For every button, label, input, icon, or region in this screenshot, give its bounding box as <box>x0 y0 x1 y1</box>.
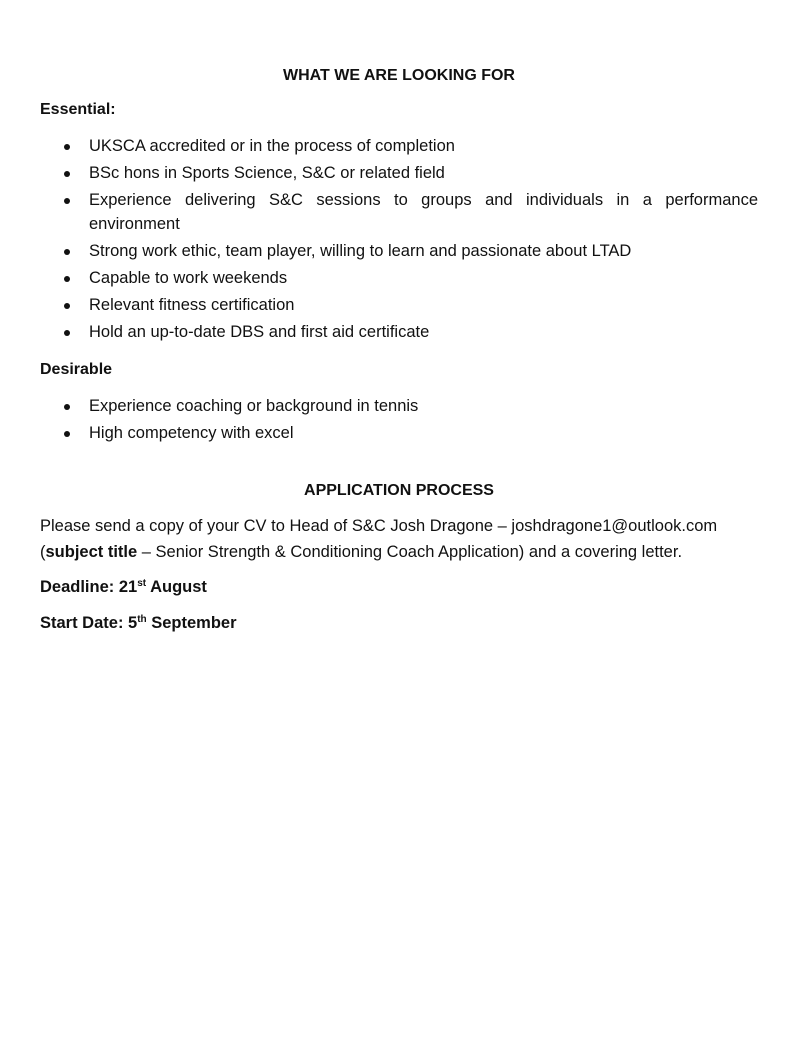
bullet-icon <box>64 431 70 437</box>
deadline <box>40 575 758 599</box>
bullet-icon <box>64 198 70 204</box>
application-instructions <box>40 513 758 565</box>
application-title: APPLICATION PROCESS <box>304 482 494 499</box>
essential-item-text: Hold an up-to-date DBS and first aid certificate <box>89 323 430 341</box>
bullet-icon <box>64 303 70 309</box>
bullet-icon <box>64 171 70 177</box>
start-date-suffix: th <box>137 614 147 625</box>
essential-item-text: UKSCA accredited or in the process of completion <box>89 137 455 155</box>
essential-item <box>40 188 758 236</box>
desirable-heading: Desirable <box>40 361 113 378</box>
essential-item <box>40 134 758 158</box>
desirable-item-text: High competency with excel <box>89 424 294 442</box>
document-page <box>40 64 758 647</box>
deadline-label: Deadline: 21 <box>40 578 138 596</box>
essential-item-text: Experience delivering S&C sessions to groups and individuals in a performance environment <box>89 191 758 233</box>
subject-title-label: subject title <box>45 543 138 561</box>
bullet-icon <box>64 404 70 410</box>
essential-item <box>40 293 758 317</box>
essential-item <box>40 320 758 344</box>
start-date-label: Start Date: 5 <box>40 614 138 632</box>
section-spacer <box>40 459 758 479</box>
bullet-icon <box>64 249 70 255</box>
start-date-month: September <box>146 614 237 632</box>
bullet-icon <box>64 276 70 282</box>
desirable-item <box>40 421 758 445</box>
application-line-1: Please send a copy of your CV to Head of S&C Josh Dragone – joshdragone1@outlook.com <box>40 517 718 535</box>
essential-list <box>40 134 758 344</box>
essential-item-text: Strong work ethic, team player, willing to learn and passionate about LTAD <box>89 242 632 260</box>
essential-item-text: Capable to work weekends <box>89 269 288 287</box>
deadline-suffix: st <box>137 578 147 589</box>
essential-item-text: Relevant fitness certification <box>89 296 295 314</box>
essential-item <box>40 266 758 290</box>
paren-open: ( <box>40 543 46 561</box>
bullet-icon <box>64 330 70 336</box>
desirable-list <box>40 394 758 445</box>
essential-item-text: BSc hons in Sports Science, S&C or related field <box>89 164 445 182</box>
essential-item <box>40 239 758 263</box>
essential-heading: Essential: <box>40 101 116 118</box>
application-line-2: – Senior Strength & Conditioning Coach Application) and a covering letter. <box>137 543 683 561</box>
start-date <box>40 611 758 635</box>
desirable-item <box>40 394 758 418</box>
essential-item <box>40 161 758 185</box>
bullet-icon <box>64 144 70 150</box>
deadline-month: August <box>146 578 207 596</box>
looking-for-title: WHAT WE ARE LOOKING FOR <box>283 67 515 84</box>
desirable-item-text: Experience coaching or background in tennis <box>89 397 419 415</box>
